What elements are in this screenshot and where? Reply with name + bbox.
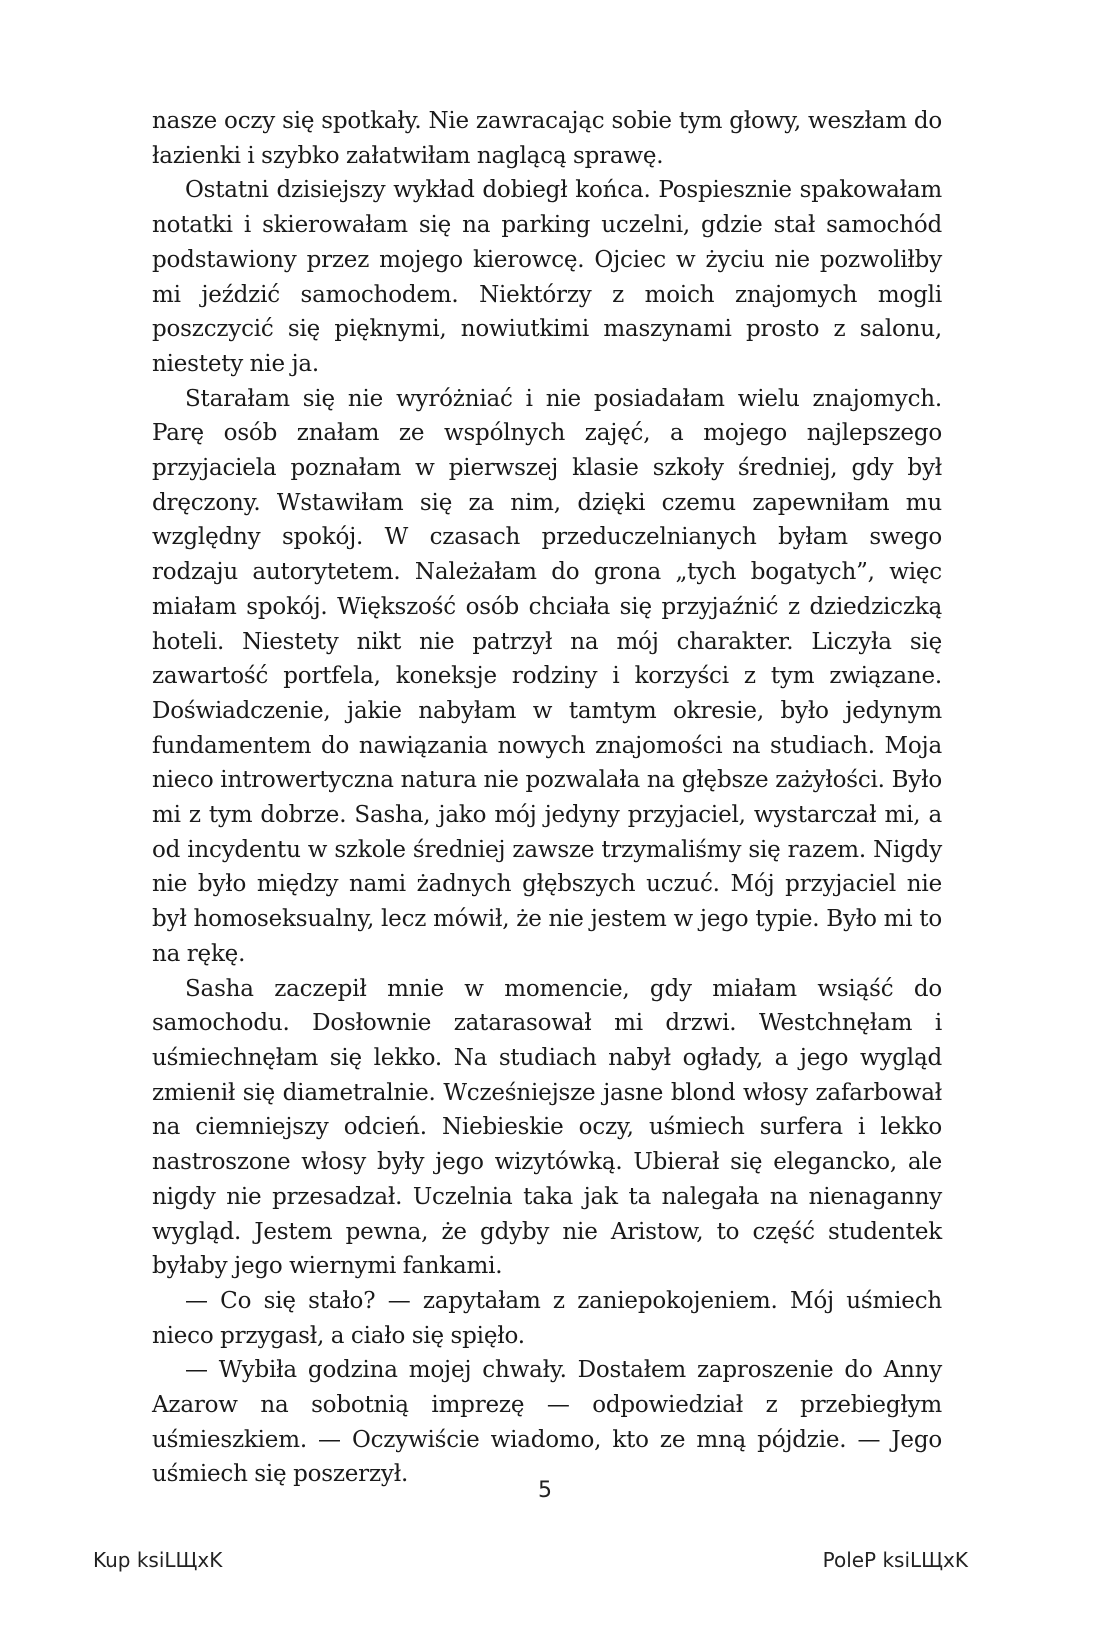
paragraph-1: nasze oczy się spotkały. Nie zawracając sobie tym głowy, weszłam do łazienki i szybko załatwiłam naglącą sprawę. — [152, 108, 942, 169]
paragraph-4: Sasha zaczepił mnie w momencie, gdy miałam wsiąść do samochodu. Dosłownie zatarasował mi drzwi. Westchnęłam i uśmiechnęłam się lekko. Na studiach nabył ogłady, a jego wygląd zmienił się diametralnie. Wcześniejsze jasne blond włosy zafarbował na ciemniejszy odcień. Niebieskie oczy, uśmiech surfera i lekko nastroszone włosy były jego wizytówką. Ubierał się elegancko, ale nigdy nie przesadzał. Uczelnia taka jak ta nalegała na nienaganny wygląd. Jestem pewna, że gdyby nie Aristow, to część studentek byłaby jego wiernymi fankami. — [152, 975, 942, 1280]
paragraph-6: — Wybiła godzina mojej chwały. Dostałem zaproszenie do Anny Azarow na sobotnią imprezę — odpowiedział z przebiegłym uśmieszkiem. — Oczywiście wiadomo, kto ze mną pójdzie. — Jego uśmiech się poszerzył. — [152, 1357, 942, 1488]
paragraph-3: Starałam się nie wyróżniać i nie posiadałam wielu znajomych. Parę osób znałam ze wspólnych zajęć, a mojego najlepszego przyjaciela poznałam w pierwszej klasie szkoły średniej, gdy był dręczony. Wstawiłam się za nim, dzięki czemu zapewniłam mu względny spokój. W czasach przeduczelnianych byłam swego rodzaju autorytetem. Należałam do grona „tych bogatych”, więc miałam spokój. Większość osób chciała się przyjaźnić z dziedziczką hoteli. Niestety nikt nie patrzył na mój charakter. Liczyła się zawartość portfela, koneksje rodziny i korzyści z tym związane. Doświadczenie, jakie nabyłam w tamtym okresie, było jedynym fundamentem do nawiązania nowych znajomości na studiach. Moja nieco introwertyczna natura nie pozwalała na głębsze zażyłości. Było mi z tym dobrze. Sasha, jako mój jedyny przyjaciel, wystarczał mi, a od incydentu w szkole średniej zawsze trzymaliśmy się razem. Nigdy nie było między nami żadnych głębszych uczuć. Mój przyjaciel nie był homoseksualny, lecz mówił, że nie jestem w jego typie. Było mi to na rękę. — [152, 385, 942, 967]
page-number: 5 — [538, 1478, 552, 1503]
paragraph-2: Ostatni dzisiejszy wykład dobiegł końca. Pospiesznie spakowałam notatki i skierowałam się na parking uczelni, gdzie stał samochód podstawiony przez mojego kierowcę. Ojciec w życiu nie pozwoliłby mi jeździć samochodem. Niektórzy z moich znajomych mogli poszczycić się pięknymi, nowiutkimi maszynami prosto z salonu, niestety nie ja. — [152, 177, 942, 377]
paragraph-5: — Co się stało? — zapytałam z zaniepokojeniem. Mój uśmiech nieco przygasł, a ciało się spięło. — [152, 1287, 942, 1349]
buy-book-footer-link[interactable]: Kup ksiLЩxK — [93, 1548, 223, 1572]
page-body-text — [152, 104, 942, 1492]
recommend-book-footer-link[interactable]: PoleP ksiLЩxK — [822, 1548, 968, 1572]
